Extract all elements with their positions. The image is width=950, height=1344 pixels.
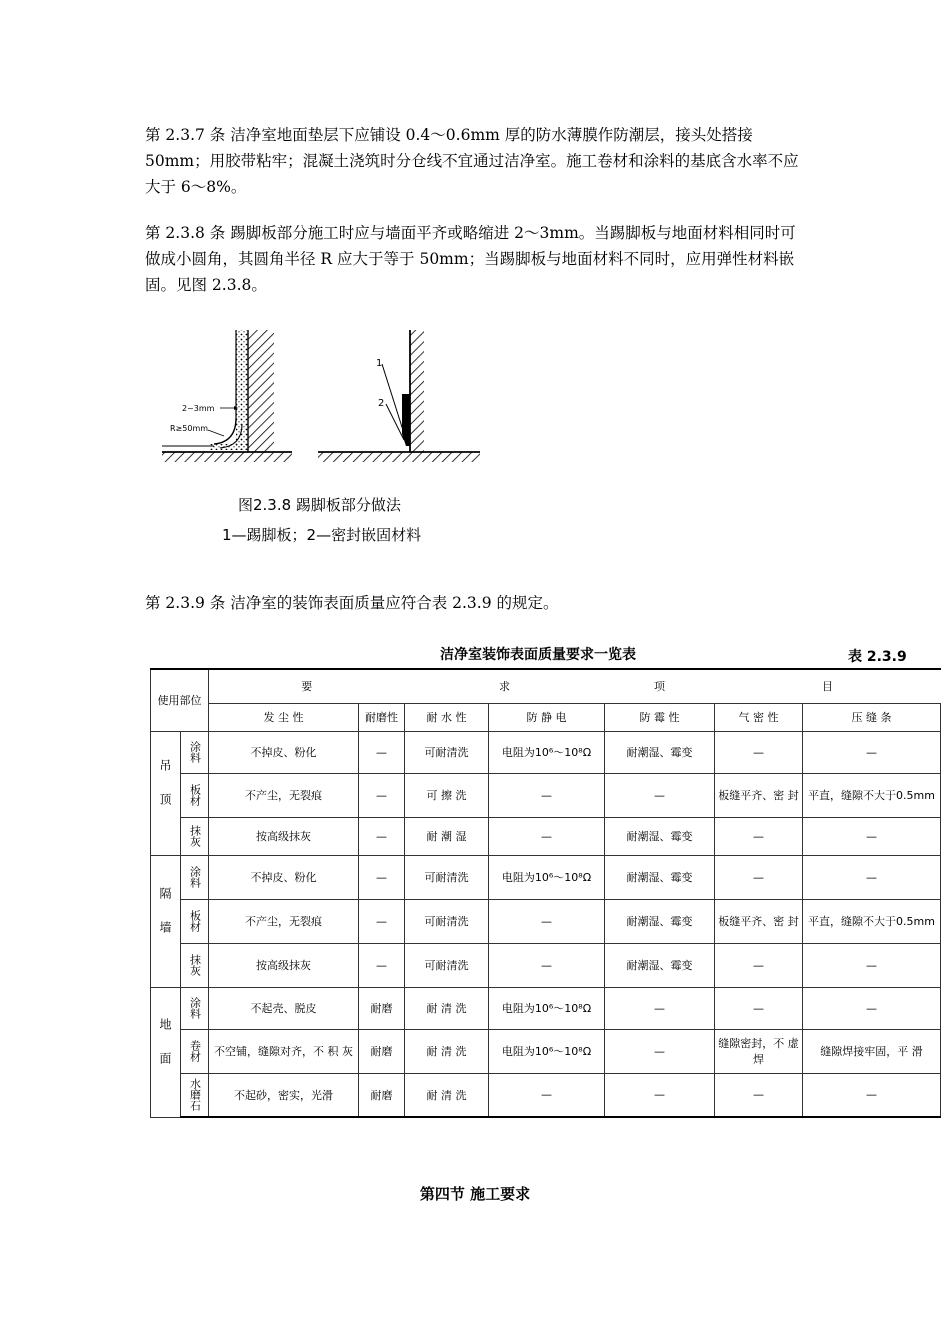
table-cell: — xyxy=(715,855,803,899)
table-2-3-9 xyxy=(150,636,940,1136)
table-cell: 不掉皮、粉化 xyxy=(209,855,359,899)
table-cell: 电阻为10⁶～10⁸Ω xyxy=(489,855,605,899)
table-cell: 耐 清 洗 xyxy=(405,987,489,1029)
material-cell: 板材 xyxy=(181,899,209,943)
table-cell: — xyxy=(803,731,941,773)
table-cell: 缝隙焊接牢固，平 滑 xyxy=(803,1029,941,1073)
table-cell: — xyxy=(803,987,941,1029)
col-header: 防 静 电 xyxy=(489,703,605,731)
table-cell: — xyxy=(605,1029,715,1073)
table-cell: 耐潮湿、霉变 xyxy=(605,899,715,943)
table-cell: 平直，缝隙不大于0.5mm xyxy=(803,899,941,943)
table-cell: — xyxy=(803,1073,941,1117)
table-cell: 电阻为10⁶～10⁸Ω xyxy=(489,987,605,1029)
table-cell: 可耐清洗 xyxy=(405,943,489,987)
material-cell: 抹灰 xyxy=(181,943,209,987)
table-cell: — xyxy=(803,855,941,899)
header-req-3: 项 xyxy=(605,669,715,703)
table-cell: 耐潮湿、霉变 xyxy=(605,817,715,855)
table-cell: — xyxy=(359,943,405,987)
marker-2: 2 xyxy=(378,398,385,409)
col-header: 耐磨性 xyxy=(359,703,405,731)
table-cell: — xyxy=(359,855,405,899)
table-cell: — xyxy=(715,817,803,855)
table-cell: 不起砂，密实，光滑 xyxy=(209,1073,359,1117)
figure-2-3-8 xyxy=(150,318,500,558)
table-cell: 耐磨 xyxy=(359,1073,405,1117)
part-cell: 隔墙 xyxy=(151,855,181,987)
table-cell: 耐潮湿、霉变 xyxy=(605,943,715,987)
part-cell: 吊顶 xyxy=(151,731,181,855)
table-cell: — xyxy=(359,817,405,855)
material-cell: 涂料 xyxy=(181,855,209,899)
table-cell: 不起壳、脱皮 xyxy=(209,987,359,1029)
col-header: 发 尘 性 xyxy=(209,703,359,731)
table-cell: 耐磨 xyxy=(359,987,405,1029)
table-cell: 可耐清洗 xyxy=(405,855,489,899)
quality-table xyxy=(150,668,941,1118)
table-cell: 不空铺，缝隙对齐，不 积 灰 xyxy=(209,1029,359,1073)
material-cell: 涂料 xyxy=(181,987,209,1029)
header-req-2: 求 xyxy=(405,669,605,703)
table-cell: 耐磨 xyxy=(359,1029,405,1073)
material-cell: 卷材 xyxy=(181,1029,209,1073)
table-cell: 耐潮湿、霉变 xyxy=(605,855,715,899)
col-header: 压 缝 条 xyxy=(803,703,941,731)
material-cell: 板材 xyxy=(181,773,209,817)
table-cell: — xyxy=(489,817,605,855)
table-cell: — xyxy=(359,773,405,817)
table-number: 表 2.3.9 xyxy=(848,649,907,665)
paragraph-2-3-9: 第 2.3.9 条 洁净室的装饰表面质量应符合表 2.3.9 的规定。 xyxy=(145,594,559,612)
gap-label: 2~3mm xyxy=(182,404,215,413)
table-cell: 电阻为10⁶～10⁸Ω xyxy=(489,1029,605,1073)
figure-legend: 1—踢脚板；2—密封嵌固材料 xyxy=(222,526,422,544)
table-cell: — xyxy=(489,943,605,987)
paragraph-2-3-7: 第 2.3.7 条 洁净室地面垫层下应铺设 0.4～0.6mm 厚的防水薄膜作防潮层，接头处搭接 50mm；用胶带粘牢；混凝土浇筑时分仓线不宜通过洁净室。施工卷材和涂料的基底含水率不应大于 6～8%。 xyxy=(145,126,799,196)
table-cell: — xyxy=(605,987,715,1029)
table-cell: — xyxy=(605,1073,715,1117)
marker-1: 1 xyxy=(376,358,383,369)
table-cell: 耐 清 洗 xyxy=(405,1029,489,1073)
header-req-1: 要 xyxy=(209,669,405,703)
table-cell: 按高级抹灰 xyxy=(209,817,359,855)
table-cell: 不产尘，无裂痕 xyxy=(209,773,359,817)
table-cell: 板缝平齐、密 封 xyxy=(715,773,803,817)
header-part: 使用部位 xyxy=(151,669,209,731)
material-cell: 抹灰 xyxy=(181,817,209,855)
table-cell: — xyxy=(489,1073,605,1117)
table-cell: 可耐清洗 xyxy=(405,899,489,943)
table-cell: 耐 潮 湿 xyxy=(405,817,489,855)
table-cell: — xyxy=(489,899,605,943)
table-cell: — xyxy=(359,899,405,943)
table-cell: 平直，缝隙不大于0.5mm xyxy=(803,773,941,817)
table-cell: 按高级抹灰 xyxy=(209,943,359,987)
table-cell: 可耐清洗 xyxy=(405,731,489,773)
col-header: 耐 水 性 xyxy=(405,703,489,731)
col-header: 防 霉 性 xyxy=(605,703,715,731)
part-cell: 地面 xyxy=(151,987,181,1117)
table-cell: 电阻为10⁶～10⁸Ω xyxy=(489,731,605,773)
table-cell: — xyxy=(803,817,941,855)
table-cell: 不产尘，无裂痕 xyxy=(209,899,359,943)
table-cell: 缝隙密封，不 虚 焊 xyxy=(715,1029,803,1073)
section-title: 第四节 施工要求 xyxy=(419,1185,531,1203)
table-cell: 耐潮湿、霉变 xyxy=(605,731,715,773)
table-cell: 耐 清 洗 xyxy=(405,1073,489,1117)
material-cell: 涂料 xyxy=(181,731,209,773)
table-title: 洁净室装饰表面质量要求一览表 xyxy=(440,647,636,663)
table-cell: — xyxy=(715,1073,803,1117)
table-cell: 可 擦 洗 xyxy=(405,773,489,817)
radius-label: R≥50mm xyxy=(170,424,209,433)
baseboard-diagram xyxy=(150,318,500,478)
table-cell: — xyxy=(605,773,715,817)
table-cell: — xyxy=(715,731,803,773)
table-cell: — xyxy=(359,731,405,773)
paragraph-2-3-8: 第 2.3.8 条 踢脚板部分施工时应与墙面平齐或略缩进 2～3mm。当踢脚板与地面材料相同时可做成小圆角，其圆角半径 R 应大于等于 50mm；当踢脚板与地面材料不同时，应用弹性材料嵌固。见图 2.3.8。 xyxy=(145,224,796,294)
table-cell: — xyxy=(715,943,803,987)
table-cell: — xyxy=(803,943,941,987)
table-cell: — xyxy=(489,773,605,817)
col-header: 气 密 性 xyxy=(715,703,803,731)
material-cell: 水磨石 xyxy=(181,1073,209,1117)
figure-caption: 图2.3.8 踢脚板部分做法 xyxy=(238,496,401,514)
table-cell: 不掉皮、粉化 xyxy=(209,731,359,773)
table-cell: 板缝平齐、密 封 xyxy=(715,899,803,943)
header-req-4: 目 xyxy=(715,669,941,703)
table-cell: — xyxy=(715,987,803,1029)
